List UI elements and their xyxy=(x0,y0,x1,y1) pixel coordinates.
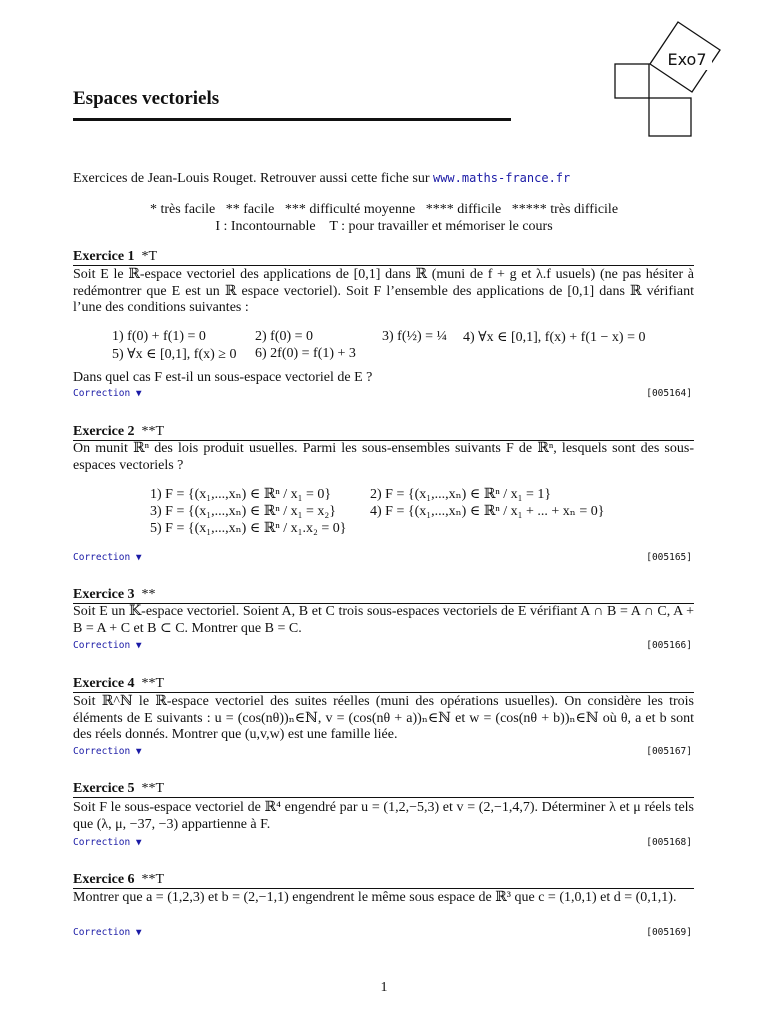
ex2-set-2: 2) F = {(x₁,...,xₙ) ∈ ℝⁿ / x₁ = 1} xyxy=(370,487,552,502)
exo7-logo xyxy=(610,20,730,140)
exercise-3-correction-link[interactable]: Correction ▼ xyxy=(73,640,142,651)
ex1-condition-3: 3) f(½) = ¼ xyxy=(382,329,448,344)
page-number: 1 xyxy=(380,980,388,995)
exercise-6-tag: **T xyxy=(141,872,165,887)
exercise-6-correction-link[interactable]: Correction ▼ xyxy=(73,927,142,938)
exercise-3-heading xyxy=(73,587,156,603)
exercise-1-tag: *T xyxy=(141,249,158,264)
exercise-6-label: Exercice 6 xyxy=(73,872,135,887)
exercise-6-ref: [005169] xyxy=(646,927,692,938)
exercise-1-question: Dans quel cas F est-il un sous-espace vectoriel de E ? xyxy=(73,370,373,385)
exercise-2-ref: [005165] xyxy=(646,552,692,563)
exercise-4-tag: **T xyxy=(141,676,165,691)
ex2-set-3: 3) F = {(x₁,...,xₙ) ∈ ℝⁿ / x₁ = x₂} xyxy=(150,504,336,519)
difficulty-legend: * très facile ** facile *** difficulté moyenne **** difficile ***** très difficile xyxy=(149,202,619,217)
ex2-set-4: 4) F = {(x₁,...,xₙ) ∈ ℝⁿ / x₁ + ... + xₙ = 0} xyxy=(370,504,605,519)
exercise-2-statement: On munit ℝⁿ des lois produit usuelles. Parmi les sous-ensembles suivants F de ℝⁿ, lesquels sont des sous-espaces vectoriels ? xyxy=(73,441,694,473)
ex2-set-1: 1) F = {(x₁,...,xₙ) ∈ ℝⁿ / x₁ = 0} xyxy=(150,487,332,502)
page-title: Espaces vectoriels xyxy=(73,88,220,109)
website-link[interactable]: www.maths-france.fr xyxy=(432,171,571,185)
exercise-4-rule xyxy=(73,692,694,693)
exercise-2-label: Exercice 2 xyxy=(73,424,135,439)
exercise-1-statement: Soit E le ℝ-espace vectoriel des applications de [0,1] dans ℝ (muni de f + g et λ.f usuels) (ne pas hésiter à redémontrer que E est un ℝ espace vectoriel). Soit F l’ensemble des applications de [0,1] dans ℝ vérifiant l’une des conditions suivantes : xyxy=(73,267,694,315)
exercise-1-rule xyxy=(73,265,694,266)
exercise-4-label: Exercice 4 xyxy=(73,676,135,691)
exercise-3-label: Exercice 3 xyxy=(73,587,135,602)
exercise-4-ref: [005167] xyxy=(646,746,692,757)
logo-square-bottom xyxy=(649,98,691,136)
exercise-5-rule xyxy=(73,797,694,798)
intro-text: Exercices de Jean-Louis Rouget. Retrouver aussi cette fiche sur xyxy=(73,171,430,186)
logo-square-left xyxy=(615,64,649,98)
ex1-condition-4: 4) ∀x ∈ [0,1], f(x) + f(1 − x) = 0 xyxy=(463,330,646,345)
exercise-5-heading xyxy=(73,781,164,797)
exercise-6-statement: Montrer que a = (1,2,3) et b = (2,−1,1) engendrent le même sous espace de ℝ³ que c = (1,0,1) et d = (0,1,1). xyxy=(73,890,677,905)
exercise-5-tag: **T xyxy=(141,781,165,796)
ex1-condition-6: 6) 2f(0) = f(1) + 3 xyxy=(255,346,356,361)
ex1-condition-1: 1) f(0) + f(1) = 0 xyxy=(112,329,206,344)
intro-line xyxy=(73,171,570,187)
exercise-5-label: Exercice 5 xyxy=(73,781,135,796)
exercise-1-correction-link[interactable]: Correction ▼ xyxy=(73,388,142,399)
exercise-4-statement: Soit ℝ^ℕ le ℝ-espace vectoriel des suites réelles (muni des opérations usuelles). On considère les trois éléments de E suivants : u = (cos(nθ))ₙ∈ℕ, v = (cos(nθ + a))ₙ∈ℕ et w = (cos(nθ + b))ₙ∈ℕ où θ, a et b sont des réels donnés. Montrer que (u,v,w) est une famille liée. xyxy=(73,694,694,742)
exercise-1-ref: [005164] xyxy=(646,388,692,399)
exercise-6-rule xyxy=(73,888,694,889)
exercise-3-statement: Soit E un 𝕂-espace vectoriel. Soient A, B et C trois sous-espaces vectoriels de E vérifiant A ∩ B = A ∩ C, A + B = A + C et B ⊂ C. Montrer que B = C. xyxy=(73,604,694,636)
exercise-4-correction-link[interactable]: Correction ▼ xyxy=(73,746,142,757)
exercise-4-heading xyxy=(73,676,164,692)
exercise-6-heading xyxy=(73,872,164,888)
exercise-2-heading xyxy=(73,424,164,440)
exercise-1-label: Exercice 1 xyxy=(73,249,135,264)
logo-text: Exo7 xyxy=(667,50,707,69)
ex1-condition-2: 2) f(0) = 0 xyxy=(255,329,314,344)
ex2-set-5: 5) F = {(x₁,...,xₙ) ∈ ℝⁿ / x₁.x₂ = 0} xyxy=(150,521,347,536)
exercise-2-tag: **T xyxy=(141,424,165,439)
exercise-1-heading xyxy=(73,249,157,265)
title-divider xyxy=(73,118,511,121)
exercise-5-statement: Soit F le sous-espace vectoriel de ℝ⁴ engendré par u = (1,2,−5,3) et v = (2,−1,4,7). Déterminer λ et μ réels tels que (λ, μ, −37, −3) appartienne à F. xyxy=(73,800,694,832)
ex1-condition-5: 5) ∀x ∈ [0,1], f(x) ≥ 0 xyxy=(112,347,237,362)
exercise-3-tag: ** xyxy=(141,587,156,602)
exercise-5-ref: [005168] xyxy=(646,837,692,848)
exercise-2-correction-link[interactable]: Correction ▼ xyxy=(73,552,142,563)
exercise-5-correction-link[interactable]: Correction ▼ xyxy=(73,837,142,848)
tag-legend: I : Incontournable T : pour travailler et mémoriser le cours xyxy=(215,219,553,234)
exercise-3-ref: [005166] xyxy=(646,640,692,651)
